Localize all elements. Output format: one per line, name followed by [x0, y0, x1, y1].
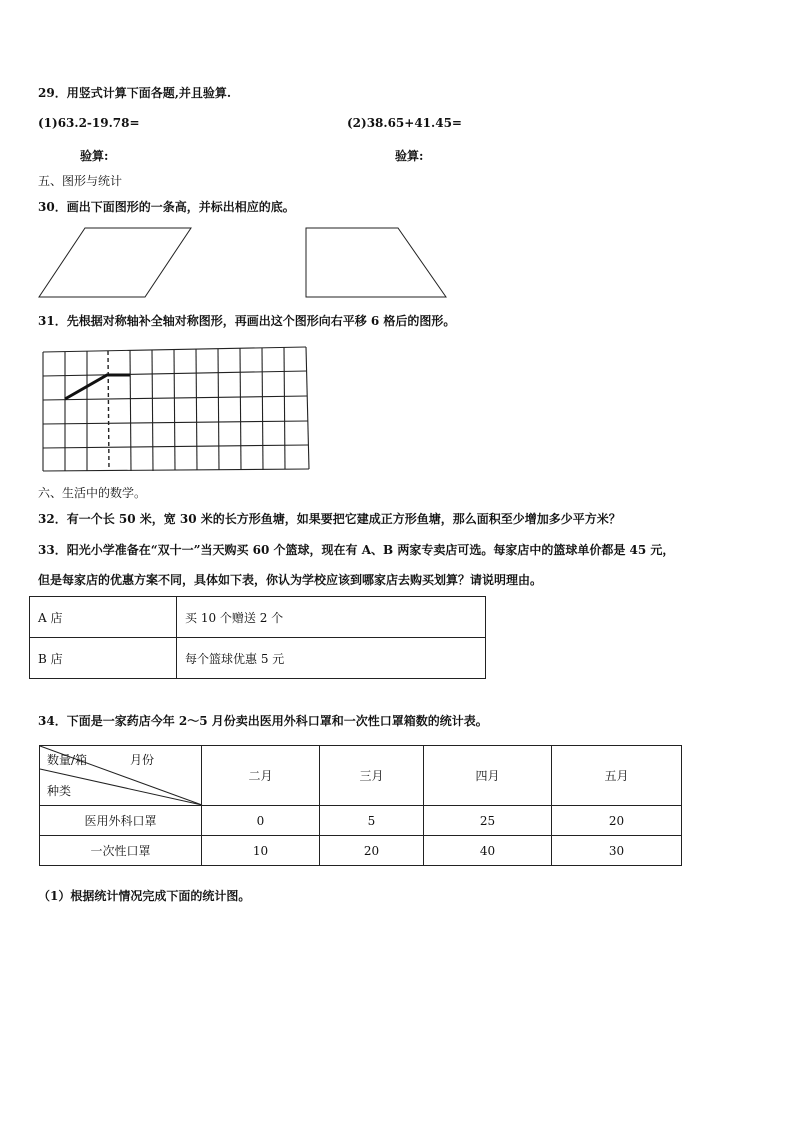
q33-line-2: 但是每家店的优惠方案不同，具体如下表，你认为学校应该到哪家店去购买划算？请说明理由。	[38, 573, 543, 587]
offer-cell: 每个篮球优惠 5 元	[177, 638, 486, 679]
value-cell: 30	[552, 836, 682, 866]
q31-grid	[0, 0, 794, 480]
month-header: 二月	[202, 746, 320, 806]
table-row	[30, 597, 486, 638]
row-label: 医用外科口罩	[40, 806, 202, 836]
value-cell: 20	[320, 836, 424, 866]
table-header-row	[40, 746, 682, 806]
q34-title: 34．下面是一家药店今年 2～5 月份卖出医用外科口罩和一次性口罩箱数的统计表。	[38, 714, 488, 728]
header-kind-label: 种类	[47, 784, 72, 798]
table-row	[30, 638, 486, 679]
value-cell: 0	[202, 806, 320, 836]
q31-title: 31．先根据对称轴补全轴对称图形，再画出这个图形向右平移 6 格后的图形。	[38, 314, 456, 328]
table-row	[40, 836, 682, 866]
q29-title: 29．用竖式计算下面各题,并且验算.	[38, 86, 232, 100]
q34-subquestion-1: （1）根据统计情况完成下面的统计图。	[38, 889, 251, 903]
store-cell: B 店	[30, 638, 177, 679]
month-header: 三月	[320, 746, 424, 806]
header-month-label: 月份	[130, 753, 155, 767]
row-label: 一次性口罩	[40, 836, 202, 866]
section-6-heading: 六、生活中的数学。	[38, 486, 147, 500]
value-cell: 25	[424, 806, 552, 836]
q32-title: 32．有一个长 50 米，宽 30 米的长方形鱼塘，如果要把它建成正方形鱼塘，那么面积至少增加多少平方米？	[38, 512, 621, 526]
header-qty-label: 数量/箱	[47, 753, 88, 767]
value-cell: 5	[320, 806, 424, 836]
diagonal-header-cell	[40, 746, 202, 806]
q34-table	[39, 745, 682, 866]
q29-problem-1: (1)63.2-19.78=	[38, 116, 140, 130]
month-header: 四月	[424, 746, 552, 806]
half-figure	[65, 375, 130, 399]
q29-check-2: 验算:	[395, 149, 424, 163]
q33-line-1: 33．阳光小学准备在“双十一”当天购买 60 个篮球，现在有 A、B 两家专卖店可选。每家店中的篮球单价都是 45 元，	[38, 543, 675, 557]
offer-cell: 买 10 个赠送 2 个	[177, 597, 486, 638]
q30-title: 30．画出下面图形的一条高，并标出相应的底。	[38, 200, 295, 214]
value-cell: 10	[202, 836, 320, 866]
value-cell: 20	[552, 806, 682, 836]
section-5-heading: 五、图形与统计	[38, 174, 123, 188]
store-cell: A 店	[30, 597, 177, 638]
q33-table	[29, 596, 486, 679]
table-row	[40, 806, 682, 836]
symmetry-axis	[108, 351, 109, 471]
month-header: 五月	[552, 746, 682, 806]
q29-check-1: 验算:	[80, 149, 109, 163]
value-cell: 40	[424, 836, 552, 866]
q29-problem-2: (2)38.65+41.45=	[347, 116, 462, 130]
